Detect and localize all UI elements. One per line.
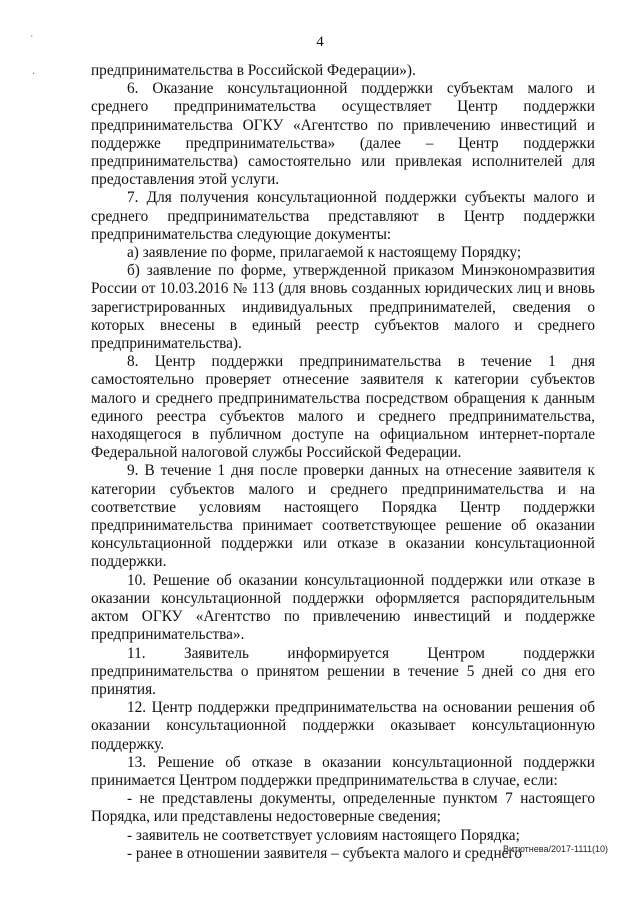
document-code: Витютнева/2017-1111(10) xyxy=(502,844,608,854)
document-body xyxy=(91,62,595,863)
paragraph-item-12: 12. Центр поддержки предпринимательства на основании решения об оказании консультационной поддержки оказывает консультационную поддержку. xyxy=(91,699,595,753)
paragraph-item-9: 9. В течение 1 дня после проверки данных на отнесение заявителя к категории субъектов малого и среднего предпринимательства и на соответствие условиям настоящего Порядка Центр поддержки предпринимательства принимает соответствующее решение об оказании консультационной поддержки или отказе в оказании консультационной поддержки. xyxy=(91,462,595,571)
paragraph-item-7: 7. Для получения консультационной поддержки субъекты малого и среднего предпринимательства представляют в Центр поддержки предпринимательства следующие документы: xyxy=(91,189,595,243)
paragraph-item-7b: б) заявление по форме, утвержденной приказом Минэкономразвития России от 10.03.2016 № 113 (для вновь созданных юридических лиц и вновь зарегистрированных индивидуальных предпринимателей, сведения о которых внесены в единый реестр субъектов малого и среднего предпринимательства). xyxy=(91,262,595,353)
paragraph-item-13: 13. Решение об отказе в оказании консультационной поддержки принимается Центром поддержки предпринимательства в случае, если: xyxy=(91,753,595,789)
list-item-previous: - ранее в отношении заявителя – субъекта малого и среднего xyxy=(127,844,522,862)
list-item-conditions: - заявитель не соответствует условиям настоящего Порядка; xyxy=(127,826,520,844)
paragraph-item-6: 6. Оказание консультационной поддержки субъектам малого и среднего предпринимательства осуществляет Центр поддержки предпринимательства ОГКУ «Агентство по привлечению инвестиций и поддержке предпринимательства» (далее – Центр поддержки предпринимательства) самостоятельно или привлекая исполнителей для предоставления этой услуги. xyxy=(91,80,595,189)
scan-mark: ` xyxy=(30,35,34,46)
page-number: 4 xyxy=(316,34,324,50)
scan-mark: · xyxy=(32,69,36,80)
paragraph-item-11: 11. Заявитель информируется Центром поддержки предпринимательства о принятом решении в течение 5 дней со дня его принятия. xyxy=(91,644,595,698)
list-item-documents: - не представлены документы, определенные пунктом 7 настоящего Порядка, или представлены недостоверные сведения; xyxy=(91,790,595,826)
paragraph-item-7a: а) заявление по форме, прилагаемой к настоящему Порядку; xyxy=(127,244,522,262)
paragraph-item-10: 10. Решение об оказании консультационной поддержки или отказе в оказании консультационной поддержки оформляется распорядительным актом ОГКУ «Агентство по привлечению инвестиций и поддержке предпринимательства». xyxy=(91,571,595,644)
paragraph-continuation: предпринимательства в Российской Федерации»). xyxy=(91,62,416,79)
paragraph-item-8: 8. Центр поддержки предпринимательства в течение 1 дня самостоятельно проверяет отнесение заявителя к категории субъектов малого и среднего предпринимательства посредством обращения к данным единого реестра субъектов малого и среднего предпринимательства, находящегося в публичном доступе на официальном интернет-портале Федеральной налоговой службы Российской Федерации. xyxy=(91,353,595,462)
